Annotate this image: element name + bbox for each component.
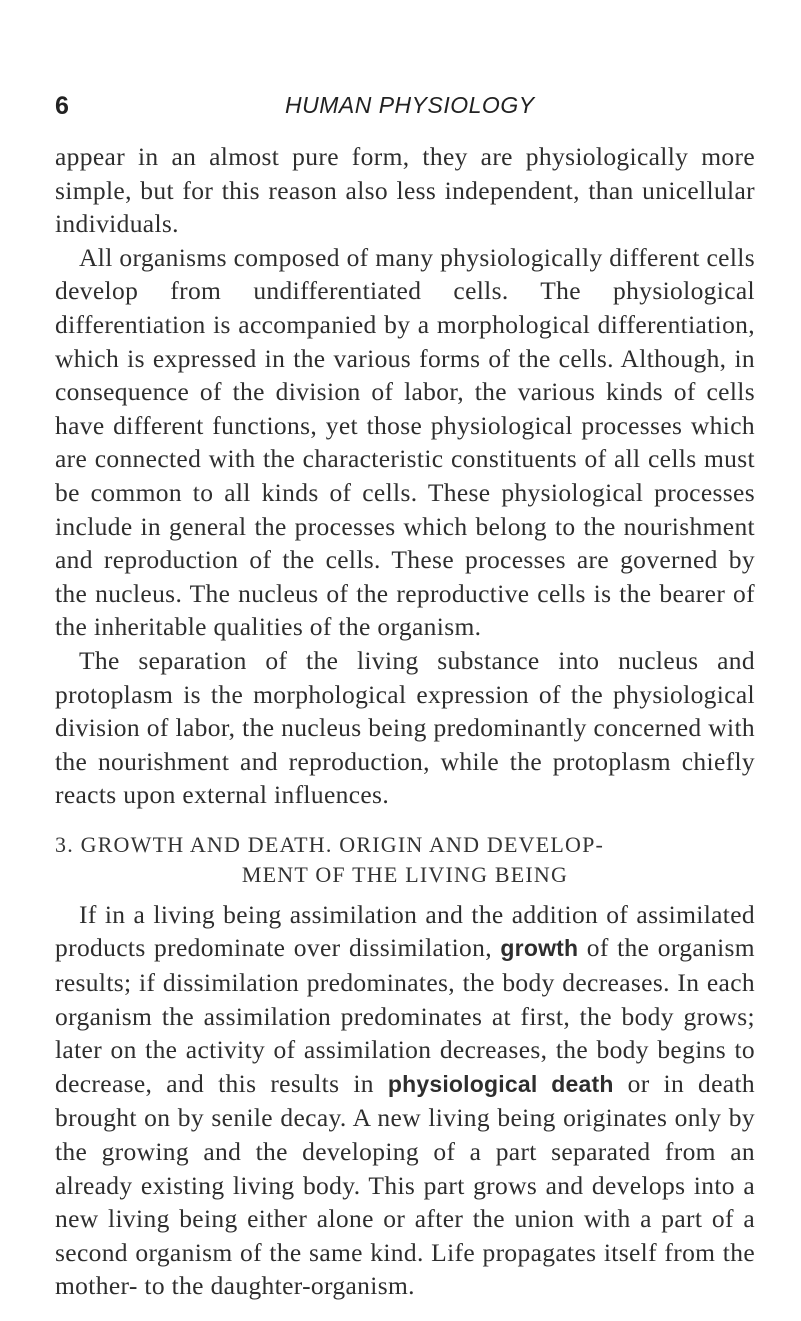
paragraph-continuation: appear in an almost pure form, they are physiologically more simple, but for this reason also less independent, than unicellular individuals. [55,142,755,239]
paragraph-nucleus-protoplasm: The separation of the living substance into nucleus and protoplasm is the morphological expression of the physiological division of labor, the nucleus being predominantly concerned with the nourishment and reproduction, while the protoplasm chiefly reacts upon external influences. [55,645,755,810]
running-head [55,90,755,130]
body-text [55,140,755,1303]
section-heading-line-1: 3. GROWTH AND DEATH. ORIGIN AND DEVELOP- [55,831,605,857]
paragraph-differentiation: All organisms composed of many physiologically different cells develop from undifferentiated cells. The physiological differentiation is accompanied by a morphological differentiation, which is expressed in the various forms of the cells. Although, in consequence of the division of labor, the various kinds of cells have different functions, yet those physiological processes which are connected with the characteristic constituents of all cells must be common to all kinds of cells. These physiological processes include in general the processes which belong to the nourishment and reproduction of the cells. These processes are governed by the nucleus. The nucleus of the reproductive cells is the bearer of the inheritable qualities of the organism. [55,242,755,642]
growth-text-before: If in a living being assimilation and the addition of assimilated products predominate over dissimilation, [55,899,755,963]
running-title: HUMAN PHYSIOLOGY [285,92,535,118]
page-number: 6 [55,92,69,120]
section-heading-line-2: MENT OF THE LIVING BEING [241,861,569,887]
paragraph-growth-death [55,898,755,1303]
growth-text-after: of the organism results; if dissimilation predominates, the body decreases. In each organism the assimilation predominates at first, the body grows; later on the activity of assimilation decreases, the body begins to decrease, and this results in [55,933,755,1098]
term-physiological-death: physiological death [387,1070,614,1097]
section-heading [55,830,755,890]
death-text-after: or in death brought on by senile decay. A new living being originates only by the growing and the developing of a part separated from an already existing living body. This part grows and develops into a new living being either alone or after the union with a part of a second organism of the same kind. Life propagates itself from the mother- to the daughter-organism. [55,1068,755,1301]
term-growth: growth [500,935,579,962]
